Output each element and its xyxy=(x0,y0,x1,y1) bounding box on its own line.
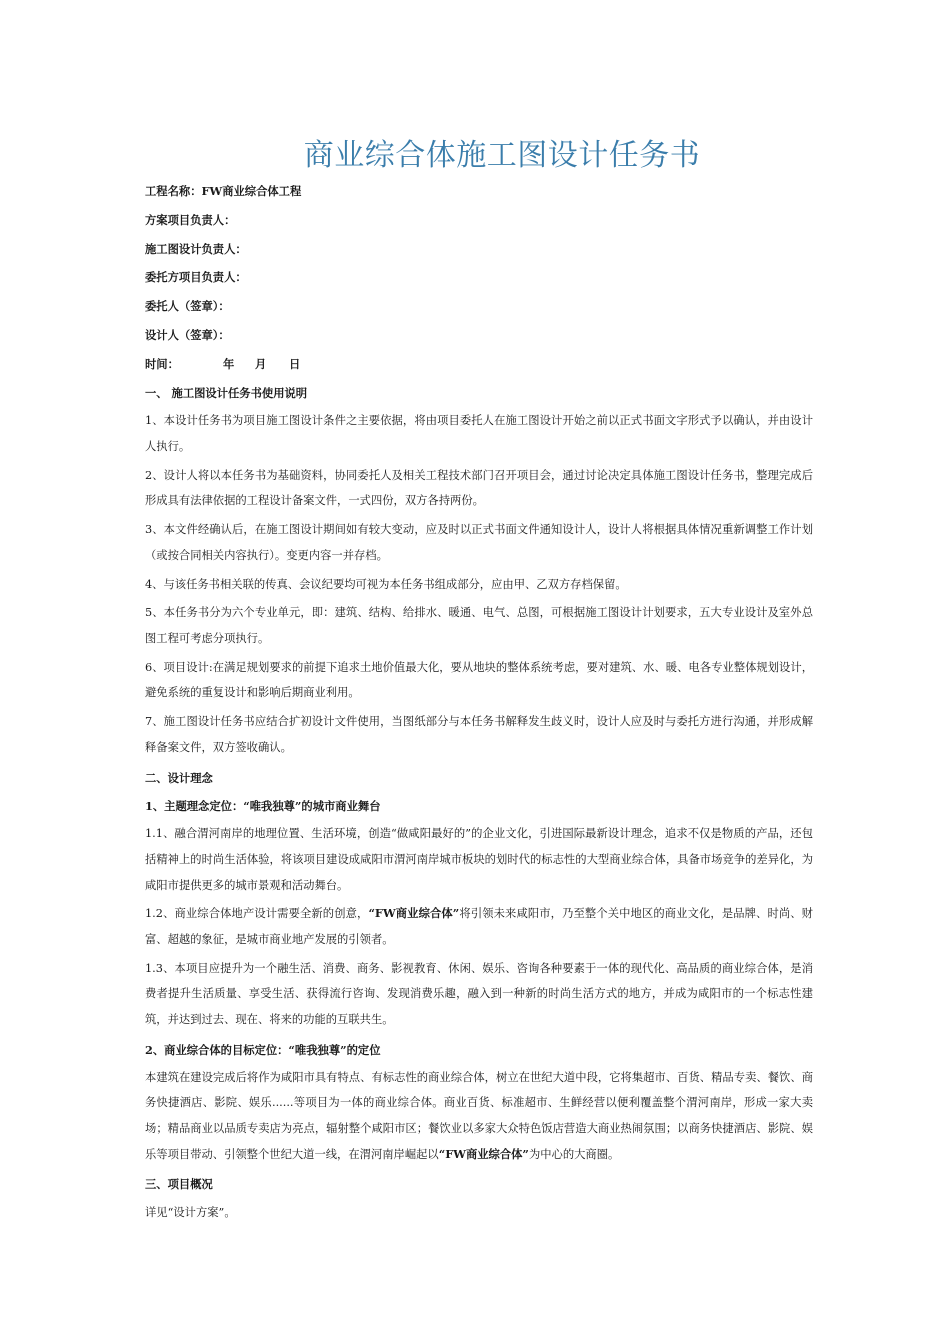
project-name: 工程名称：FW商业综合体工程 xyxy=(145,184,302,198)
month-label: 月 xyxy=(255,356,267,371)
section1-item-1: 1、本设计任务书为项目施工图设计条件之主要依据，将由项目委托人在施工图设计开始之前以正式书面文字形式予以确认，并由设计人执行。 xyxy=(145,414,813,454)
section1-item-6: 6、项目设计:在满足规划要求的前提下追求土地价值最大化，要从地块的整体系统考虑，要对建筑、水、暖、电各专业整体规划设计，避免系统的重复设计和影响后期商业利用。 xyxy=(145,660,813,700)
project-name-emphasis: “FW商业综合体” xyxy=(368,906,460,921)
section2-sub1-heading: 1、主题理念定位：“唯我独尊”的城市商业舞台 xyxy=(145,799,381,814)
section1-item-4: 4、与该任务书相关联的传真、会议纪要均可视为本任务书组成部分，应由甲、乙双方存档保留。 xyxy=(145,577,627,591)
project-name-emphasis: “FW商业综合体” xyxy=(438,1146,529,1161)
document-title: 商业综合体施工图设计任务书 xyxy=(303,138,701,173)
year-label: 年 xyxy=(223,356,235,371)
section1-item-5: 5、本任务书分为六个专业单元，即：建筑、结构、给排水、暖通、电气、总图，可根据施工图设计计划要求，五大专业设计及室外总图工程可考虑分项执行。 xyxy=(145,606,813,645)
section3-body: 详见“设计方案”。 xyxy=(145,1206,236,1220)
client-signature-field: 委托人（签章）： xyxy=(145,299,230,314)
document-body xyxy=(145,177,813,1228)
client-lead-field: 委托方项目负责人： xyxy=(145,270,247,285)
paragraph-text: 将引领未来咸阳市，乃至整个关中地区的商业文化，是品牌、时尚、财富、超越的象征，是城市商业地产发展的引领者。 xyxy=(145,907,813,946)
paragraph-text: 为中心的大商圈。 xyxy=(528,1147,620,1161)
section2-paragraph-2 xyxy=(145,1065,813,1168)
time-field xyxy=(145,350,813,379)
section1-item-2: 2、设计人将以本任务书为基础资料，协同委托人及相关工程技术部门召开项目会，通过讨论决定具体施工图设计任务书，整理完成后形成具有法律依据的工程设计备案文件，一式四份，双方各持两份。 xyxy=(145,468,813,508)
section2-sub2-heading: 2、商业综合体的目标定位：“唯我独尊”的定位 xyxy=(145,1042,381,1057)
construction-lead-field: 施工图设计负责人： xyxy=(145,241,247,256)
section3-heading: 三、项目概况 xyxy=(145,1177,213,1192)
paragraph-text: 1.2、商业综合体地产设计需要全新的创意， xyxy=(145,907,369,921)
scheme-lead-field: 方案项目负责人： xyxy=(145,212,236,227)
day-label: 日 xyxy=(289,356,301,371)
section2-paragraph-1-3: 1.3、本项目应提升为一个融生活、消费、商务、影视教育、休闲、娱乐、咨询各种要素于一体的现代化、高品质的商业综合体，是消费者提升生活质量、享受生活、获得流行咨询、发现消费乐趣，融入到一种新的时尚生活方式的地方，并成为咸阳市的一个标志性建筑，并达到过去、现在、将来的功能的互联共生。 xyxy=(145,961,813,1027)
section1-heading: 一、 施工图设计任务书使用说明 xyxy=(145,385,308,400)
section2-heading: 二、设计理念 xyxy=(145,770,213,785)
section2-paragraph-1-1: 1.1、融合渭河南岸的地理位置、生活环境，创造“做咸阳最好的”的企业文化，引进国际最新设计理念，追求不仅是物质的产品，还包括精神上的时尚生活体验，将该项目建设成咸阳市渭河南岸城市板块的划时代的标志性的大型商业综合体，具备市场竞争的差异化，为咸阳市提供更多的城市景观和活动舞台。 xyxy=(145,827,813,892)
designer-signature-field: 设计人（签章）： xyxy=(145,327,230,342)
section2-paragraph-1-2 xyxy=(145,901,813,952)
time-label: 时间： xyxy=(145,356,179,371)
paragraph-text: 本建筑在建设完成后将作为咸阳市具有特点、有标志性的商业综合体，树立在世纪大道中段，它将集超市、百货、精品专卖、餐饮、商务快捷酒店、影院、娱乐......等项目为一体的商业综合体。商业百货、标准超市、生鲜经营以便利覆盖整个渭河南岸，形成一家大卖场；精品商业以品质专卖店为亮点，辐射整个咸阳市区；餐饮业以多家大众特色饭店营造大商业热闹氛围；以商务快捷酒店、影院、娱乐等项目带动、引领整个世纪大道一线，在渭河南岸崛起以 xyxy=(145,1070,813,1161)
section1-item-7: 7、施工图设计任务书应结合扩初设计文件使用，当图纸部分与本任务书解释发生歧义时，设计人应及时与委托方进行沟通，并形成解释备案文件，双方签收确认。 xyxy=(145,715,813,754)
section1-item-3: 3、本文件经确认后，在施工图设计期间如有较大变动，应及时以正式书面文件通知设计人，设计人将根据具体情况重新调整工作计划（或按合同相关内容执行）。变更内容一并存档。 xyxy=(145,523,813,562)
